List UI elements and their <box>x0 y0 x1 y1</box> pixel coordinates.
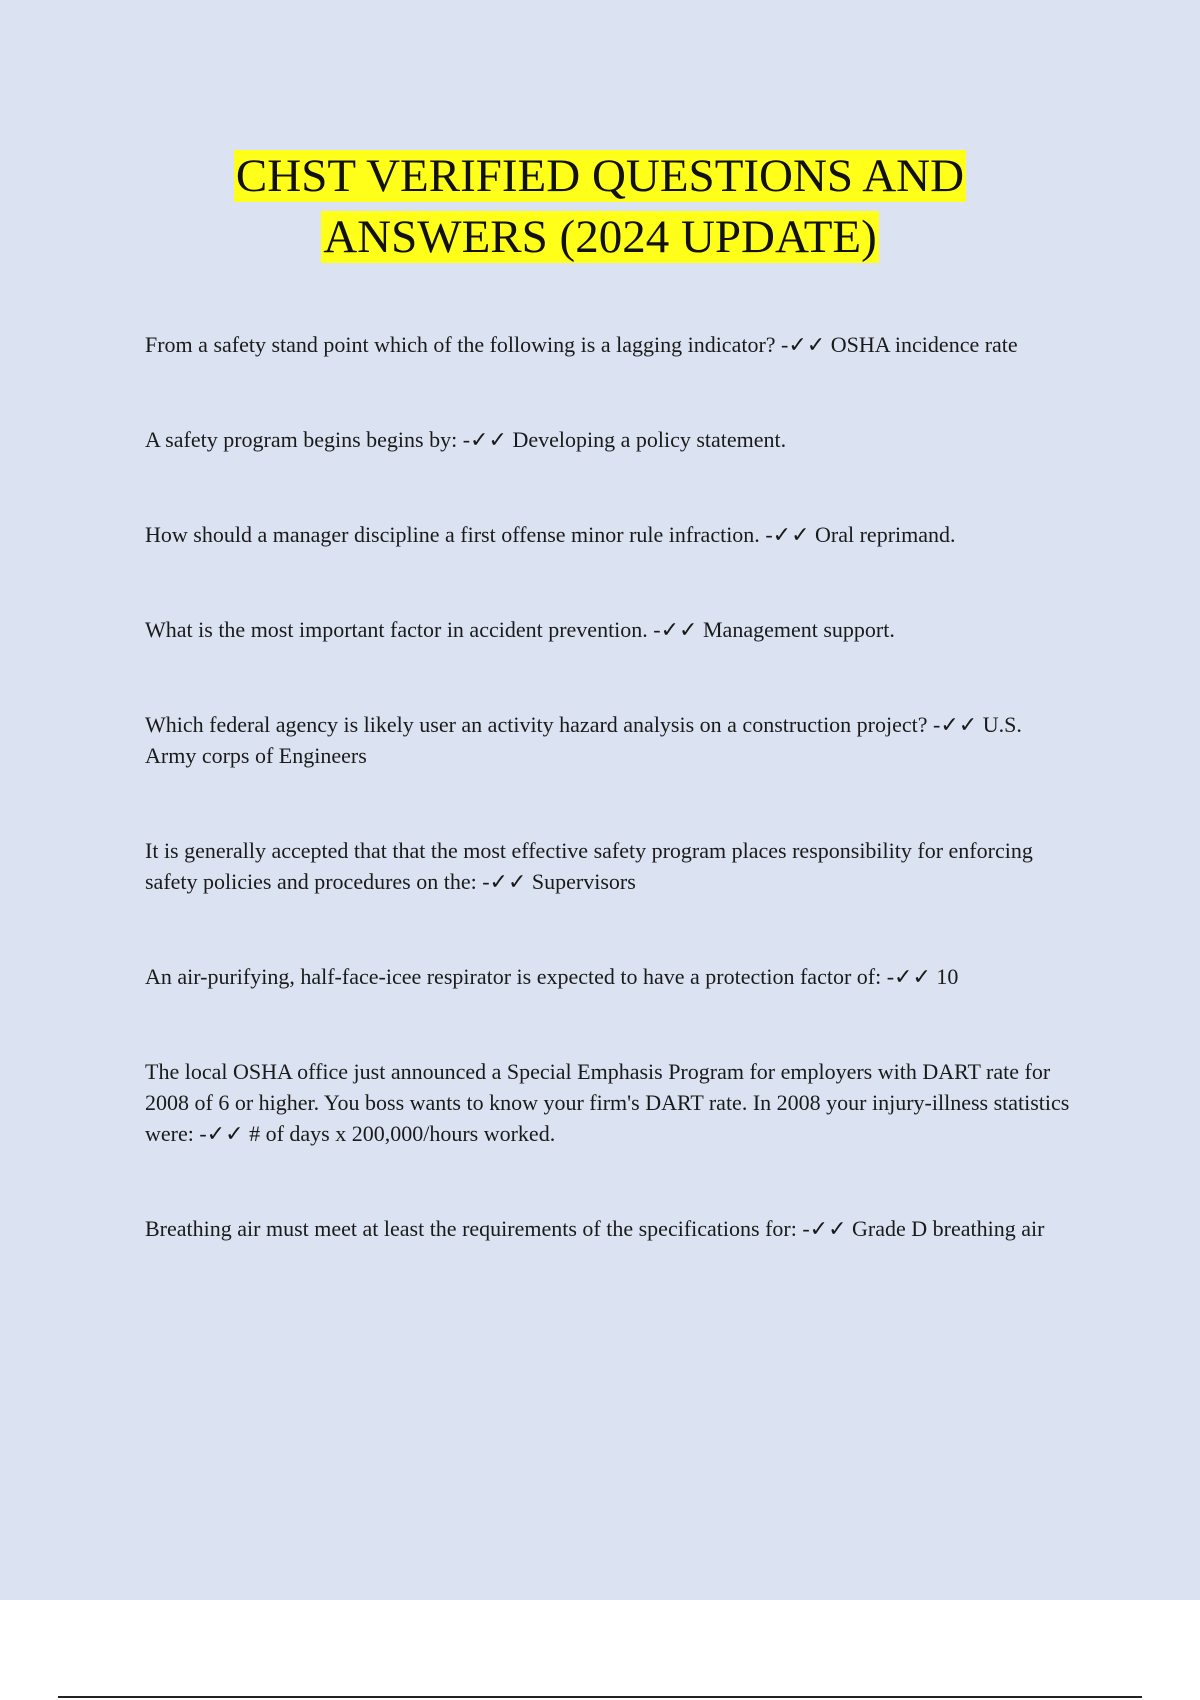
answer-check-icon: -✓✓ <box>759 522 816 547</box>
qa-item <box>145 709 1070 771</box>
question-text: An air-purifying, half-face-icee respirator is expected to have a protection factor of: <box>145 964 882 989</box>
answer-check-icon: -✓✓ <box>647 617 703 642</box>
answer-check-icon: -✓✓ <box>476 869 532 894</box>
answer-check-icon: -✓✓ <box>881 964 937 989</box>
answer-text: # of days x 200,000/hours worked. <box>249 1121 556 1146</box>
question-text: It is generally accepted that that the most effective safety program places responsibility for enforcing safety policies and procedures on the: <box>145 838 1033 894</box>
qa-item <box>145 329 1070 360</box>
answer-text: Supervisors <box>531 869 636 894</box>
qa-item <box>145 1056 1070 1149</box>
question-text: The local OSHA office just announced a Special Emphasis Program for employers with DART rate for 2008 of 6 or higher. You boss wants to know your firm's DART rate. In 2008 your injury-illness statistics were: <box>145 1059 1070 1146</box>
question-text: How should a manager discipline a first offense minor rule infraction. <box>145 522 760 547</box>
qa-item <box>145 961 1070 992</box>
answer-text: 10 <box>936 964 959 989</box>
answer-check-icon: -✓✓ <box>796 1216 853 1241</box>
question-text: What is the most important factor in accident prevention. <box>145 617 648 642</box>
answer-check-icon: -✓✓ <box>457 427 513 452</box>
answer-text: Developing a policy statement. <box>512 427 787 452</box>
question-text: Which federal agency is likely user an activity hazard analysis on a construction project? <box>145 712 928 737</box>
qa-item <box>145 519 1070 550</box>
answer-text: OSHA incidence rate <box>830 332 1018 357</box>
qa-item <box>145 424 1070 455</box>
answer-text: Oral reprimand. <box>815 522 956 547</box>
title-line-1: CHST VERIFIED QUESTIONS AND <box>235 150 965 202</box>
answer-text: Management support. <box>703 617 895 642</box>
title-line-2: ANSWERS (2024 UPDATE) <box>323 211 877 263</box>
qa-item <box>145 1213 1070 1244</box>
answer-check-icon: -✓✓ <box>927 712 983 737</box>
footer-divider <box>58 1696 1142 1698</box>
qa-list <box>145 329 1070 1308</box>
question-text: From a safety stand point which of the following is a lagging indicator? <box>145 332 776 357</box>
question-text: A safety program begins begins by: <box>145 427 458 452</box>
qa-item <box>145 614 1070 645</box>
answer-check-icon: -✓✓ <box>775 332 831 357</box>
answer-text: Grade D breathing air <box>852 1216 1045 1241</box>
answer-text: U.S. Army corps of Engineers <box>145 712 1022 768</box>
question-text: Breathing air must meet at least the requirements of the specifications for: <box>145 1216 797 1241</box>
answer-check-icon: -✓✓ <box>193 1121 250 1146</box>
qa-item <box>145 835 1070 897</box>
document-title <box>0 146 1200 268</box>
